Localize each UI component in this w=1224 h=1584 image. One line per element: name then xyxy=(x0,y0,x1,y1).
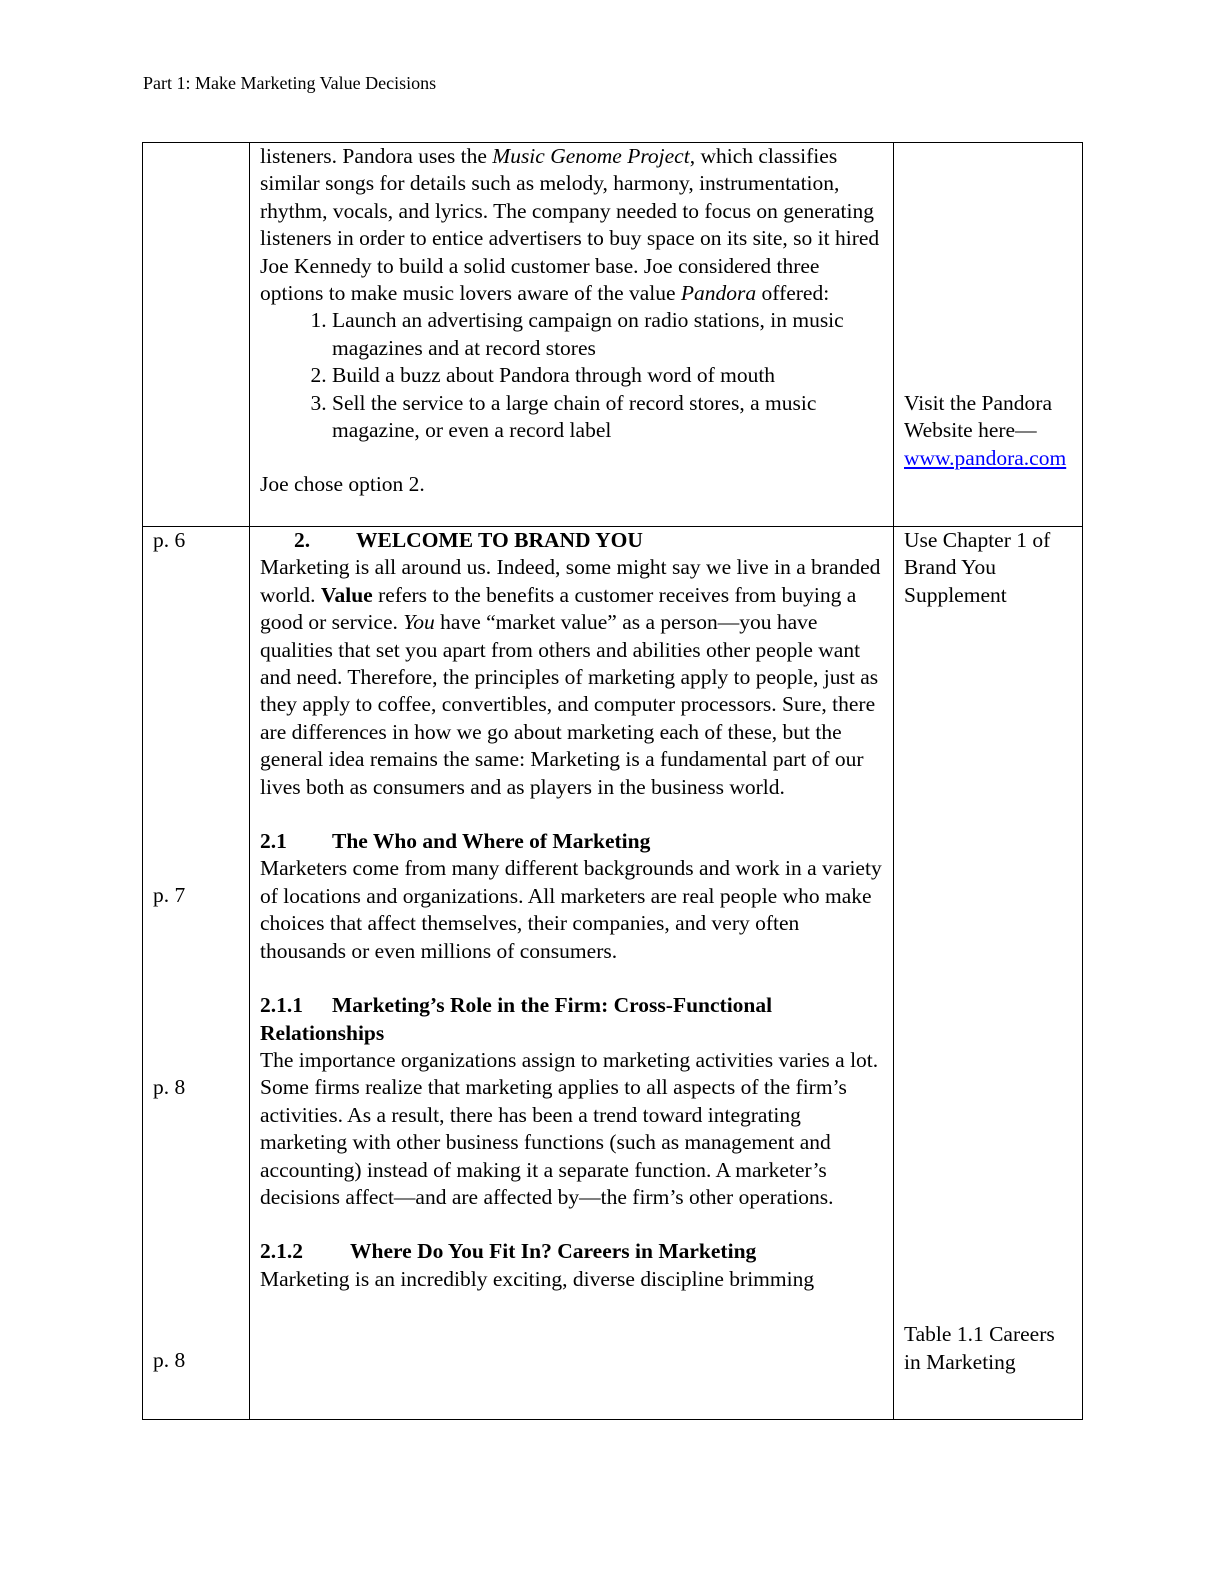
lecture-table xyxy=(142,142,1083,1420)
options-list xyxy=(260,307,883,444)
list-item: 1. Launch an advertising campaign on radio stations, in music magazines and at record stores xyxy=(332,307,883,362)
running-header: Part 1: Make Marketing Value Decisions xyxy=(143,73,437,93)
list-item: 2. Build a buzz about Pandora through word of mouth xyxy=(332,362,883,389)
choice-text: Joe chose option 2. xyxy=(260,472,425,497)
table-row: listeners. Pandora uses the Music Genome Project, which classifies similar songs for details such as melody, harmony, instrumentation, rhythm, vocals, and lyrics. The company needed to focus on generating listeners in order to entice advertisers to buy space on its site, so it hired Joe Kennedy to build a solid customer base. Joe considered three options to make music lovers aware of the value Pandora offered: 1. Launch an advertising campaign on radio stations, in music magazines and at record stores 2. Build a buzz about Pandora through word of mouth 3. Sell the service to a large chain of record stores, a music magazine, or even a record label Joe chose option 2. Visit the Pandora Website here— www.pandora.com xyxy=(143,143,1083,527)
section-heading: 2.1 The Who and Where of Marketing xyxy=(260,829,651,854)
section-heading: 2.1.1 Marketing’s Role in the Firm: Cross-Functional Relationships xyxy=(260,993,773,1045)
pandora-link[interactable]: www.pandora.com xyxy=(904,445,1067,470)
section-heading: 2.1.2 Where Do You Fit In? Careers in Marketing xyxy=(260,1239,757,1264)
list-item: 3. Sell the service to a large chain of record stores, a music magazine, or even a record label xyxy=(332,390,883,445)
pandora-content: listeners. Pandora uses the Music Genome Project, which classifies similar songs for details such as melody, harmony, instrumentation, rhythm, vocals, and lyrics. The company needed to focus on generating listeners in order to entice advertisers to buy space on its site, so it hired Joe Kennedy to build a solid customer base. Joe considered three options to make music lovers aware of the value Pandora offered: 1. Launch an advertising campaign on radio stations, in music magazines and at record stores 2. Build a buzz about Pandora through word of mouth 3. Sell the service to a large chain of record stores, a music magazine, or even a record label Joe chose option 2. xyxy=(250,143,894,527)
table-row: p. 6 p. 7 p. 8 p. 8 2. WELCOME TO BRAND YOU Marketing is all around us. Indeed, some might say we live in a branded world. Value refers to the benefits a customer receives from buying a good or service. You have “market value” as a person—you have qualities that set you apart from others and abilities other people want and need. Therefore, the principles of marketing apply to people, just as they apply to coffee, convertibles, and computer processors. Sure, there are differences in how we go about marketing each of these, but the general idea remains the same: Marketing is a fundamental part of our lives both as consumers and as players in the business world. 2.1 The Who and Where of Marketing Marketers come from many different backgrounds and work in a variety of locations and organizations. All marketers are real people who make choices that affect themselves, their companies, and very often thousands or even millions of consumers. 2.1.1 Marketing’s Role in the Firm: Cross-Functional Relationships The importance organizations assign to marketing activities varies a lot. Some firms realize that marketing applies to all aspects of the firm’s activities. As a result, there has been a trend toward integrating marketing with other business functions (such as management and accounting) instead of making it a separate function. A marketer’s decisions affect—and are affected by—the firm’s other operations. 2.1.2 Where Do You Fit In? Careers in Marketing Marketing is an incredibly exciting, diverse discipline brimming Use Chapter 1 of Brand You Supplement Table 1.1 Careers in Marketing xyxy=(143,527,1083,1420)
section-heading: 2. WELCOME TO BRAND YOU xyxy=(294,528,643,552)
